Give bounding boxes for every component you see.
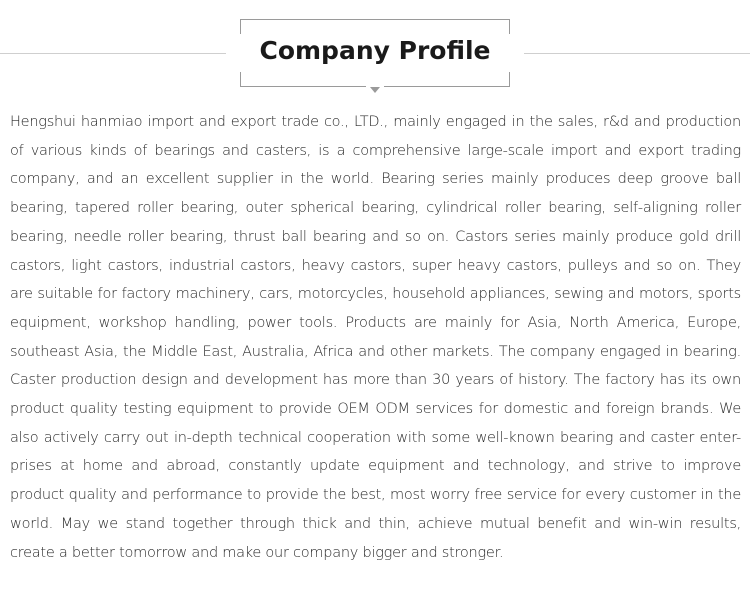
frame-corner-top-left	[240, 19, 255, 34]
frame-top-line	[240, 19, 510, 20]
company-profile-text: Hengshui hanmiao import and export trade co., LTD., mainly engaged in the sales, r&d and production of various kinds of bearings and casters, is a comprehensive large-scale import and export trading company, and an excellent supplier in the world. Bearing series mainly produces deep groove ball bearing, tapered roller bearing, outer spherical bearing, cylindrical roller bearing, self-aligning roller bearing, needle roller bearing, thrust ball bearing and so on. Castors series mainly produce gold drill castors, light castors, industrial castors, heavy castors, super heavy castors, pulleys and so on. They are suitable for factory machinery, cars, motorcycles, household appliances, sewing and motors, sports equipment, workshop handling, power tools. Products are mainly for Asia, North America, Europe, southeast Asia, the Middle East, Australia, Africa and other markets. The company engaged in bearing. Caster production design and development has more than 30 years of history. The factory has its own product quality testing equipment to provide OEM ODM services for domestic and foreign brands. We also actively carry out in-depth technical cooperation with some well-known bearing and caster enter-prises at home and abroad, constantly update equipment and technology, and strive to improve product quality and performance to provide the best, most worry free service for every customer in the world. May we stand together through thick and thin, achieve mutual benefit and win-win results, create a better tomorrow and make our company bigger and stronger.	[10, 114, 741, 561]
frame-corner-bottom-left	[240, 72, 255, 87]
header-rule-left	[0, 53, 226, 54]
frame-corner-bottom-right	[495, 72, 510, 87]
triangle-down-icon	[370, 87, 380, 93]
section-header	[0, 0, 750, 100]
page-title: Company Profile	[259, 36, 491, 65]
header-rule-right	[524, 53, 750, 54]
frame-corner-top-right	[495, 19, 510, 34]
title-frame	[240, 19, 510, 87]
